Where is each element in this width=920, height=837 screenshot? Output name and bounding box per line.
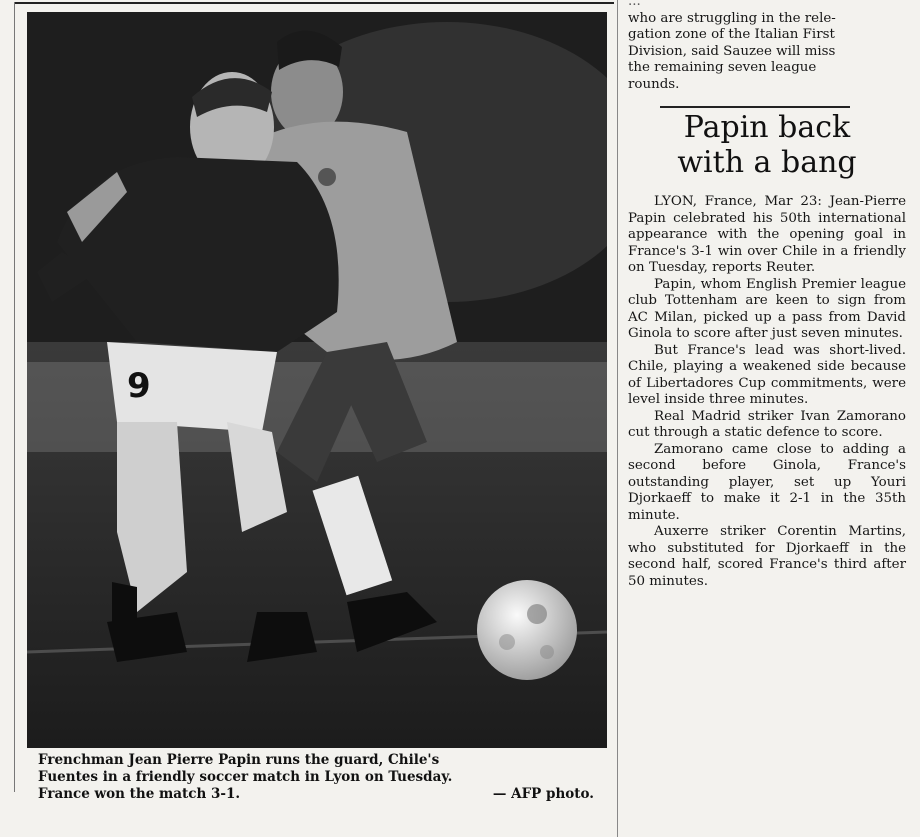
article-body xyxy=(628,194,906,590)
previous-story-line: who are struggling in the rele- xyxy=(628,10,836,26)
previous-story-line: Division, said Sauzee will miss xyxy=(628,43,836,59)
headline-line: with a bang xyxy=(677,145,857,180)
caption-line: Frenchman Jean Pierre Papin runs the guard, Chile's xyxy=(38,752,440,768)
headline-line: Papin back xyxy=(683,110,851,145)
caption-line: Fuentes in a friendly soccer match in Lyon on Tuesday. xyxy=(38,769,453,785)
article-paragraph: But France's lead was short-lived. Chile, playing a weakened side because of Libertadores Cup commitments, were level inside three minutes. xyxy=(628,342,906,407)
left-rule xyxy=(14,2,15,792)
article-paragraph: Papin, whom English Premier league club Tottenham are keen to sign from AC Milan, picked up a pass from David Ginola to score after just seven minutes. xyxy=(628,276,906,341)
caption-line: France won the match 3-1. xyxy=(38,786,241,802)
article-paragraph: LYON, France, Mar 23: Jean-Pierre Papin celebrated his 50th international appearance with the opening goal in France's 3-1 win over Chile in a friendly on Tuesday, reports Reuter. xyxy=(628,194,906,275)
photo-caption xyxy=(38,752,594,803)
soccer-photo xyxy=(27,12,607,748)
article-paragraph: Zamorano came close to adding a second before Ginola, France's outstanding player, set up Youri Djorkaeff to make it 2-1 in the 35th minute. xyxy=(628,441,906,523)
previous-story-line: the remaining seven league xyxy=(628,60,817,75)
article-paragraph: Real Madrid striker Ivan Zamorano cut through a static defence to score. xyxy=(628,408,906,440)
soccer-ball xyxy=(477,580,577,680)
previous-story-line: gation zone of the Italian First xyxy=(628,27,835,42)
article-headline xyxy=(628,110,906,180)
jersey-number: 9 xyxy=(127,366,151,406)
previous-story-tail xyxy=(628,0,906,93)
photo-credit: — AFP photo. xyxy=(492,786,594,802)
previous-story-line: rounds. xyxy=(628,76,680,92)
caption-credit-row xyxy=(38,786,594,803)
article-paragraph: Auxerre striker Corentin Martins, who substituted for Djorkaeff in the second half, scored France's third after 50 minutes. xyxy=(628,524,906,589)
headline-rule xyxy=(660,106,850,108)
column-divider xyxy=(617,0,618,837)
top-rule xyxy=(14,2,614,4)
previous-story-line: ... xyxy=(628,0,641,9)
